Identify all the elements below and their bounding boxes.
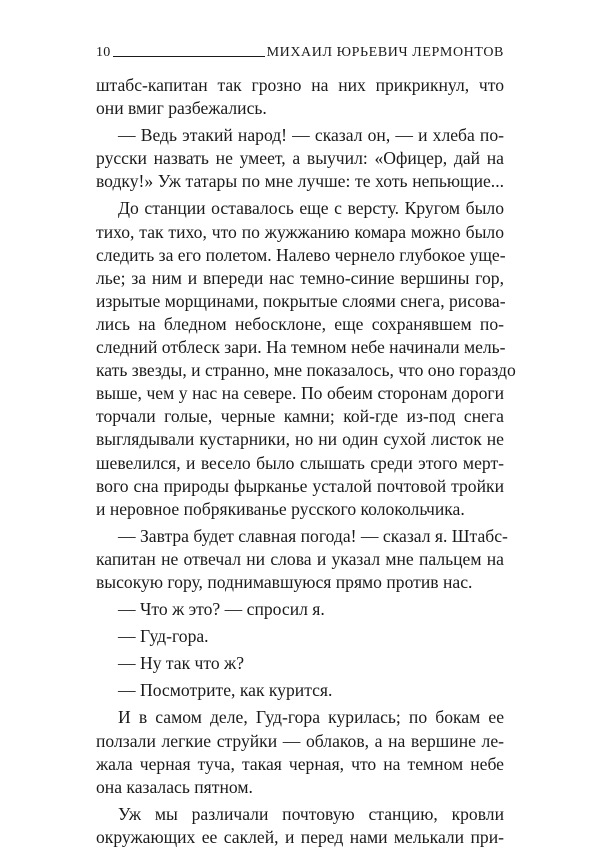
text-line: — Ведь этакий народ! — сказал он, — и хлеба по- (118, 125, 504, 146)
text-line: торчали голые, черные камни; кой-где из-под снега (96, 406, 504, 427)
text-line: вого сна природы фырканье усталой почтовой тройки (96, 475, 504, 496)
text-line: лье; за ним и впереди нас темно-синие вершины гор, (96, 267, 504, 288)
text-line: изрытые морщинами, покрытые слоями снега, рисова- (96, 290, 506, 311)
text-line: тихо, так тихо, что по жужжанию комара можно было (96, 221, 504, 242)
running-head (96, 41, 504, 61)
text-line: окружающих ее саклей, и перед нами мелькали при- (96, 826, 504, 847)
text-line: ползали легкие струйки — облаков, а на вершине ле- (96, 730, 504, 751)
text-line: водку!» Уж татары по мне лучше: те хоть непьющие... (96, 171, 504, 192)
text-line: капитан не отвечал ни слова и указал мне пальцем на (96, 548, 504, 569)
text-line: следить за его полетом. Налево чернело глубокое уще- (96, 244, 506, 265)
text-line: — Что ж это? — спросил я. (118, 599, 325, 620)
header-rule (113, 56, 265, 57)
text-line: выглядывали кустарники, но ни один сухой листок не (96, 429, 504, 450)
text-line: шевелился, и весело было слышать среди этого мерт- (96, 452, 504, 473)
paragraph (96, 679, 504, 702)
paragraph (96, 803, 504, 849)
text-line: следний отблеск зари. На темном небе начинали мель- (96, 337, 506, 358)
text-line: И в самом деле, Гуд-гора курилась; по бокам ее (118, 707, 504, 728)
text-line: и неровное побрякиванье русского колокольчика. (96, 498, 465, 519)
text-line: выше, чем у нас на севере. По обеим сторонам дороги (96, 383, 504, 404)
paragraph (96, 525, 508, 594)
paragraph (96, 197, 516, 520)
text-line: русски назвать не умеет, а выучил: «Офицер, дай на (96, 148, 504, 169)
text-line: кать звезды, и странно, мне показалось, что оно гораздо (96, 360, 516, 381)
text-line: До станции оставалось еще с версту. Кругом было (118, 198, 504, 219)
text-line: высокую гору, поднимавшуюся прямо против нас. (96, 571, 473, 592)
text-line: штабс-капитан так грозно на них прикрикнул, что (96, 75, 504, 95)
text-line: — Посмотрите, как курится. (118, 680, 333, 701)
text-line: Уж мы различали почтовую станцию, кровли (118, 803, 504, 824)
paragraph (96, 124, 504, 193)
paragraph (96, 74, 504, 120)
running-head-author: МИХАИЛ ЮРЬЕВИЧ ЛЕРМОНТОВ (266, 45, 504, 60)
text-line: — Ну так что ж? (118, 653, 245, 674)
paragraph (96, 598, 504, 621)
text-line: они вмиг разбежались. (96, 98, 267, 119)
paragraph (96, 652, 504, 675)
body-text (96, 74, 516, 849)
text-line: лись на бледном небосклоне, еще сохранявшем по- (96, 313, 504, 334)
page-number: 10 (96, 45, 111, 60)
text-line: — Завтра будет славная погода! — сказал я. Штабс- (118, 525, 508, 546)
paragraph (96, 706, 504, 798)
text-line: она казалась пятном. (96, 776, 253, 797)
text-line: жала черная туча, такая черная, что на темном небе (96, 753, 504, 774)
paragraph (96, 625, 504, 648)
text-line: — Гуд-гора. (118, 626, 209, 647)
